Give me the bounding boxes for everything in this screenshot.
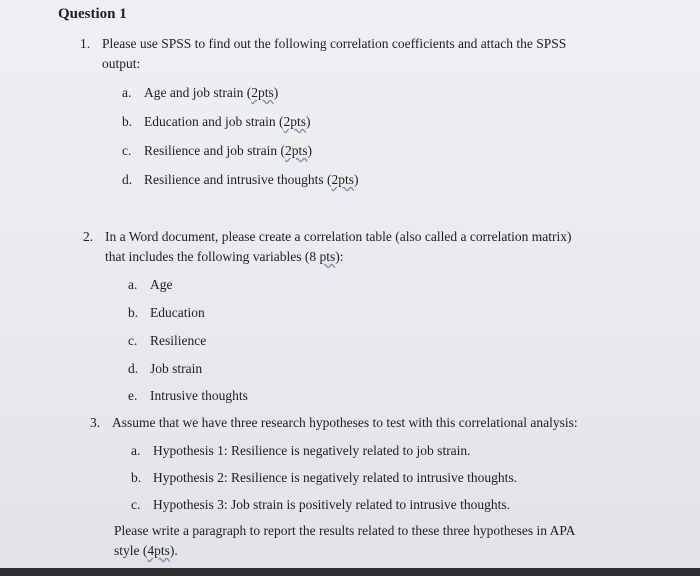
q3-text-line1: Assume that we have three research hypotheses to test with this correlational analysis: xyxy=(112,415,578,430)
q2-item-c-text: Resilience xyxy=(150,333,207,348)
q3-item-c-text: Hypothesis 3: Job strain is positively related to intrusive thoughts. xyxy=(153,497,510,512)
q2-text-line2-post: ): xyxy=(335,249,344,264)
q1-item-d-text: Resilience and intrusive thoughts ( xyxy=(144,172,332,187)
q3-item-c-letter: c. xyxy=(131,497,141,512)
q3-item-b-text: Hypothesis 2: Resilience is negatively related to intrusive thoughts. xyxy=(153,470,518,485)
q3-para-line-2 xyxy=(114,543,178,559)
desk-edge xyxy=(0,568,700,576)
q2-item-b xyxy=(128,305,205,321)
q2-item-c-letter: c. xyxy=(128,333,138,348)
q3-para-line2-post: ). xyxy=(169,543,178,558)
q3-para-line-1 xyxy=(114,523,575,539)
q1-text-line2: output: xyxy=(102,56,141,71)
q1-item-a-pts: 2pts xyxy=(251,85,274,100)
q2-item-e-letter: e. xyxy=(128,388,138,403)
q1-item-c xyxy=(122,143,312,159)
q1-item-d-pts: 2pts xyxy=(331,172,354,187)
q1-item-b-pts: 2pts xyxy=(283,114,306,129)
question-title: Question 1 xyxy=(58,6,127,22)
q1-item-b-close: ) xyxy=(305,114,311,129)
q2-item-e xyxy=(128,388,248,404)
q2-item-d-text: Job strain xyxy=(150,361,203,376)
q1-item-d xyxy=(122,172,358,188)
q1-number: 1. xyxy=(80,36,91,51)
q3-item-a-text: Hypothesis 1: Resilience is negatively related to job strain. xyxy=(153,443,471,458)
q1-item-a-close: ) xyxy=(273,85,279,100)
q3-item-c xyxy=(131,497,510,513)
q2-item-e-text: Intrusive thoughts xyxy=(150,388,248,403)
q1-item-c-letter: c. xyxy=(122,143,132,158)
q2-item-d xyxy=(128,361,202,377)
q1-item-c-close: ) xyxy=(307,143,312,158)
q2-item-c xyxy=(128,333,206,349)
q2-number: 2. xyxy=(83,229,94,244)
q1-item-c-text: Resilience and job strain ( xyxy=(144,143,285,158)
q2-pts: pts xyxy=(319,249,336,264)
q1-item-b-letter: b. xyxy=(122,114,133,129)
q2-item-b-text: Education xyxy=(150,305,205,320)
q2-item-a xyxy=(128,277,173,293)
q3-para-text-line1: Please write a paragraph to report the results related to these three hypotheses in APA xyxy=(114,523,576,538)
q2-text-line2-pre: that includes the following variables (8 xyxy=(105,249,320,264)
q3-para-pts: 4pts xyxy=(147,543,170,558)
q3-item-a-letter: a. xyxy=(131,443,141,458)
q1-item-a-letter: a. xyxy=(122,85,132,100)
q3-item-b-letter: b. xyxy=(131,470,142,485)
q2-line-1 xyxy=(83,229,571,245)
q3-item-a xyxy=(131,443,471,459)
q1-item-a xyxy=(122,85,278,101)
q2-line-2 xyxy=(105,249,343,265)
q2-item-a-letter: a. xyxy=(128,277,138,292)
q2-text-line1: In a Word document, please create a correlation table (also called a correlation matrix) xyxy=(105,229,572,244)
q2-item-b-letter: b. xyxy=(128,305,139,320)
q3-line-1 xyxy=(90,415,578,431)
q1-item-d-letter: d. xyxy=(122,172,133,187)
q3-item-b xyxy=(131,470,517,486)
q2-item-d-letter: d. xyxy=(128,361,139,376)
q2-item-a-text: Age xyxy=(150,277,173,292)
q1-text-line1: Please use SPSS to find out the following correlation coefficients and attach the SPSS xyxy=(102,36,567,51)
q1-line-1 xyxy=(80,36,566,52)
q1-item-a-text: Age and job strain ( xyxy=(144,85,252,100)
q1-item-b xyxy=(122,114,310,130)
q1-item-c-pts: 2pts xyxy=(284,143,308,158)
q1-line-2 xyxy=(102,56,140,72)
q1-item-b-text: Education and job strain ( xyxy=(144,114,284,129)
q3-number: 3. xyxy=(90,415,101,430)
q1-item-d-close: ) xyxy=(353,172,359,187)
q3-para-line2-pre: style ( xyxy=(114,543,148,558)
